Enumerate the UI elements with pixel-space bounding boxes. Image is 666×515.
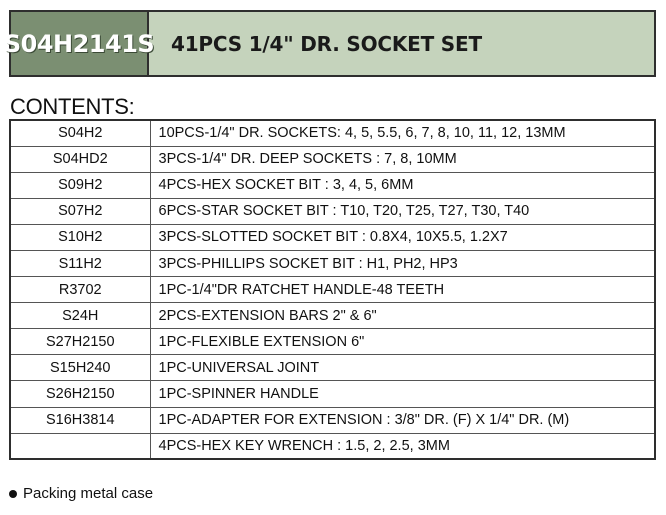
product-title: 41PCS 1/4" DR. SOCKET SET xyxy=(171,31,482,56)
table-row xyxy=(10,303,655,329)
item-code: S04H2 xyxy=(10,120,150,146)
contents-table xyxy=(9,119,656,460)
item-code: R3702 xyxy=(10,277,150,303)
table-row xyxy=(10,433,655,459)
item-description: 1PC-SPINNER HANDLE xyxy=(150,381,655,407)
item-description: 4PCS-HEX SOCKET BIT : 3, 4, 5, 6MM xyxy=(150,172,655,198)
item-code: S11H2 xyxy=(10,250,150,276)
item-description: 2PCS-EXTENSION BARS 2" & 6" xyxy=(150,303,655,329)
table-row xyxy=(10,172,655,198)
item-code: S07H2 xyxy=(10,198,150,224)
item-description: 1PC-UNIVERSAL JOINT xyxy=(150,355,655,381)
header-bar xyxy=(3,10,656,77)
item-description: 3PCS-PHILLIPS SOCKET BIT : H1, PH2, HP3 xyxy=(150,250,655,276)
item-code: S10H2 xyxy=(10,224,150,250)
item-code: S27H2150 xyxy=(10,329,150,355)
item-code: S15H240 xyxy=(10,355,150,381)
contents-label: CONTENTS: xyxy=(10,94,135,119)
table-row xyxy=(10,381,655,407)
table-row xyxy=(10,224,655,250)
packing-note xyxy=(9,485,153,502)
table-row xyxy=(10,277,655,303)
item-description: 4PCS-HEX KEY WRENCH : 1.5, 2, 2.5, 3MM xyxy=(150,433,655,459)
table-row xyxy=(10,355,655,381)
item-code xyxy=(10,433,150,459)
table-row xyxy=(10,250,655,276)
packing-note-text: Packing metal case xyxy=(23,485,154,502)
bullet-icon xyxy=(9,490,17,498)
item-code: S16H3814 xyxy=(10,407,150,433)
item-code: S24H xyxy=(10,303,150,329)
table-row xyxy=(10,146,655,172)
table-row xyxy=(10,198,655,224)
item-code: S26H2150 xyxy=(10,381,150,407)
item-code: S04HD2 xyxy=(10,146,150,172)
table-row xyxy=(10,329,655,355)
item-description: 3PCS-1/4" DR. DEEP SOCKETS : 7, 8, 10MM xyxy=(150,146,655,172)
item-code: S09H2 xyxy=(10,172,150,198)
product-code: S04H2141S xyxy=(11,12,149,75)
table-row xyxy=(10,407,655,433)
item-description: 3PCS-SLOTTED SOCKET BIT : 0.8X4, 10X5.5, 1.2X7 xyxy=(150,224,655,250)
item-description: 1PC-FLEXIBLE EXTENSION 6" xyxy=(150,329,655,355)
table-row xyxy=(10,120,655,146)
item-description: 1PC-ADAPTER FOR EXTENSION : 3/8" DR. (F) X 1/4" DR. (M) xyxy=(150,407,655,433)
item-description: 10PCS-1/4" DR. SOCKETS: 4, 5, 5.5, 6, 7, 8, 10, 11, 12, 13MM xyxy=(150,120,655,146)
item-description: 6PCS-STAR SOCKET BIT : T10, T20, T25, T27, T30, T40 xyxy=(150,198,655,224)
item-description: 1PC-1/4"DR RATCHET HANDLE-48 TEETH xyxy=(150,277,655,303)
